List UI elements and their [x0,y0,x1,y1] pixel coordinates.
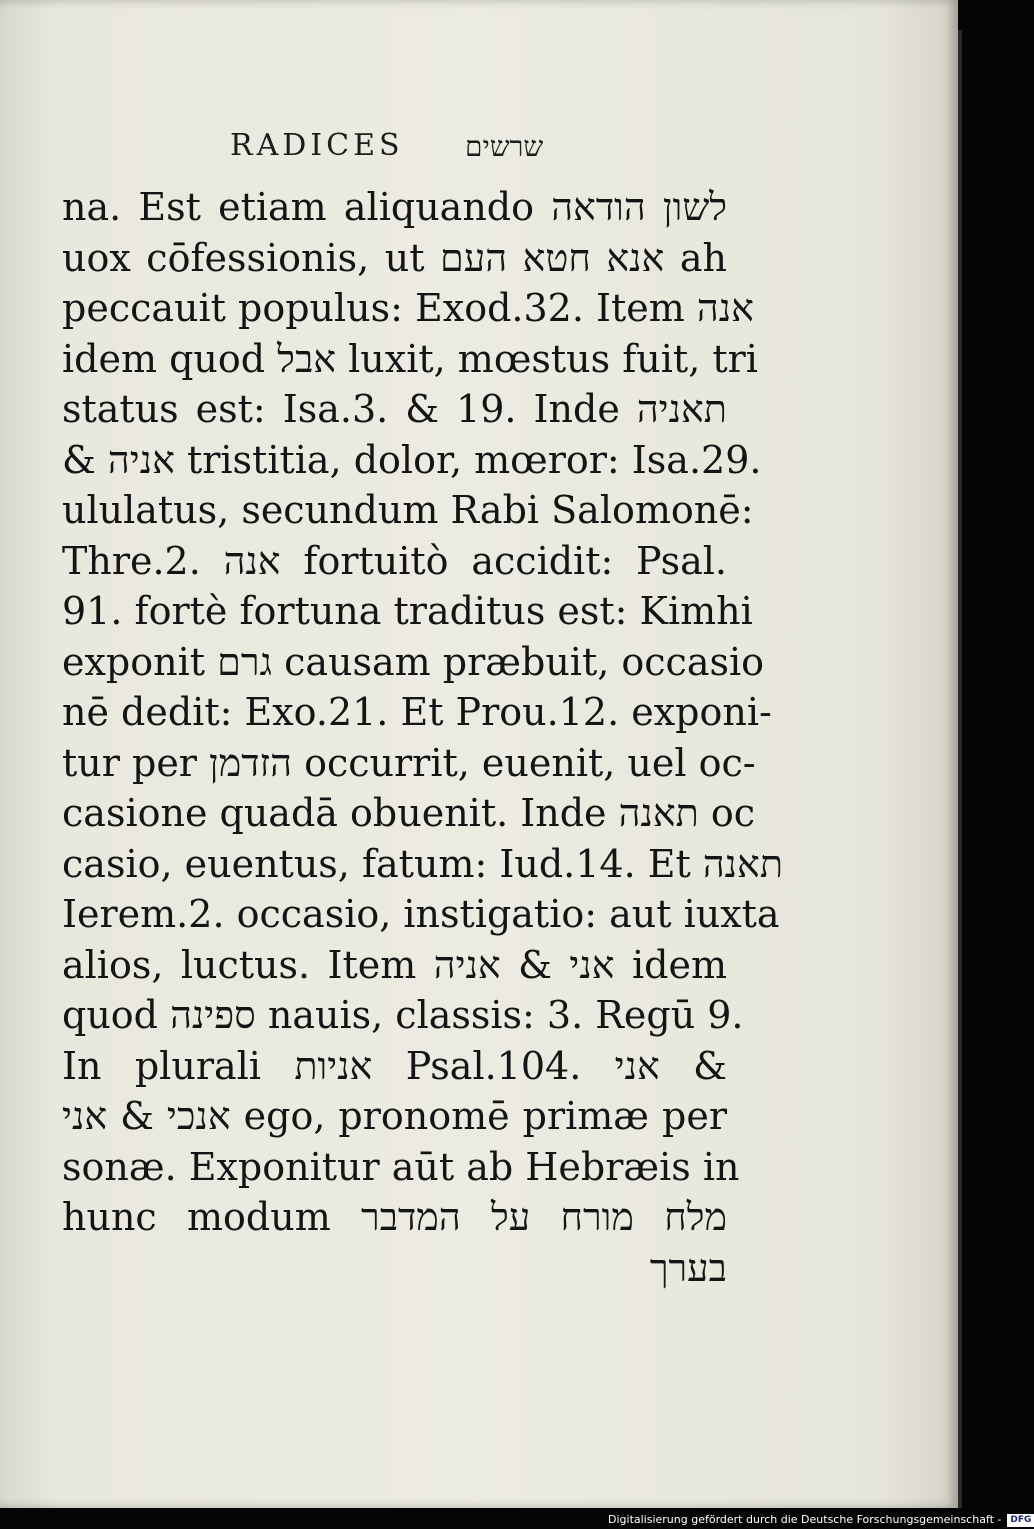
text-line: ululatus, secundum Rabi Salomonē: [62,488,754,532]
text-line: casio, euentus, fatum: Iud.14. Et תאנה [62,841,784,886]
footer-credit-text: Digitalisierung gefördert durch die Deutsche Forschungsgemeinschaft - [608,1513,1002,1526]
text-line: peccauit populus: Exod.32. Item אנה [62,286,754,330]
page-edge-shadow [958,30,962,1508]
text-line: uox cōfessionis, ut אנא חטא העם ah [62,235,727,280]
text-line: sonæ. Exponitur aūt ab Hebræis in [62,1144,740,1189]
running-header [230,128,570,168]
body-text [62,182,784,1293]
text-line: Thre.2. אנה fortuitò accidit: Psal. [62,538,727,583]
text-line: nē dedit: Exo.21. Et Prou.12. exponi- [62,690,772,734]
dfg-logo: DFG [1007,1514,1034,1527]
text-line: status est: Isa.3. & 19. Inde תאניה [62,387,727,431]
text-line: exponit גרם causam præbuit, occasio [62,639,765,684]
text-line: quod ספינה nauis, classis: 3. Regū 9. [62,993,744,1037]
text-line: alios, luctus. Item אני & אניה idem [62,942,727,987]
header-title-hebrew: שרשים [465,130,544,163]
text-line: na. Est etiam aliquando לשון הודאה [62,185,728,229]
text-line: Ierem.2. occasio, instigatio: aut iuxta [62,892,780,936]
text-line: casione quadā obuenit. Inde תאנה oc [62,791,756,835]
text-line: 91. fortè fortuna traditus est: Kimhi [62,589,753,633]
text-line: idem quod אבל luxit, mœstus fuit, tri [62,336,758,381]
text-line: & אניה tristitia, dolor, mœror: Isa.29. [62,437,762,482]
catchword-line: בערך [649,1245,727,1290]
digitization-footer [608,1510,1032,1529]
text-line: tur per הזדמן occurrit, euenit, uel oc- [62,740,756,785]
header-title-latin: RADICES [230,128,404,163]
text-line: In plurali אניות Psal.104. אני & [62,1043,727,1088]
text-line: אנכי & אני ego, pronomē primæ per [62,1094,727,1138]
text-line: hunc modum מלח מורח על המדבר [62,1195,727,1239]
